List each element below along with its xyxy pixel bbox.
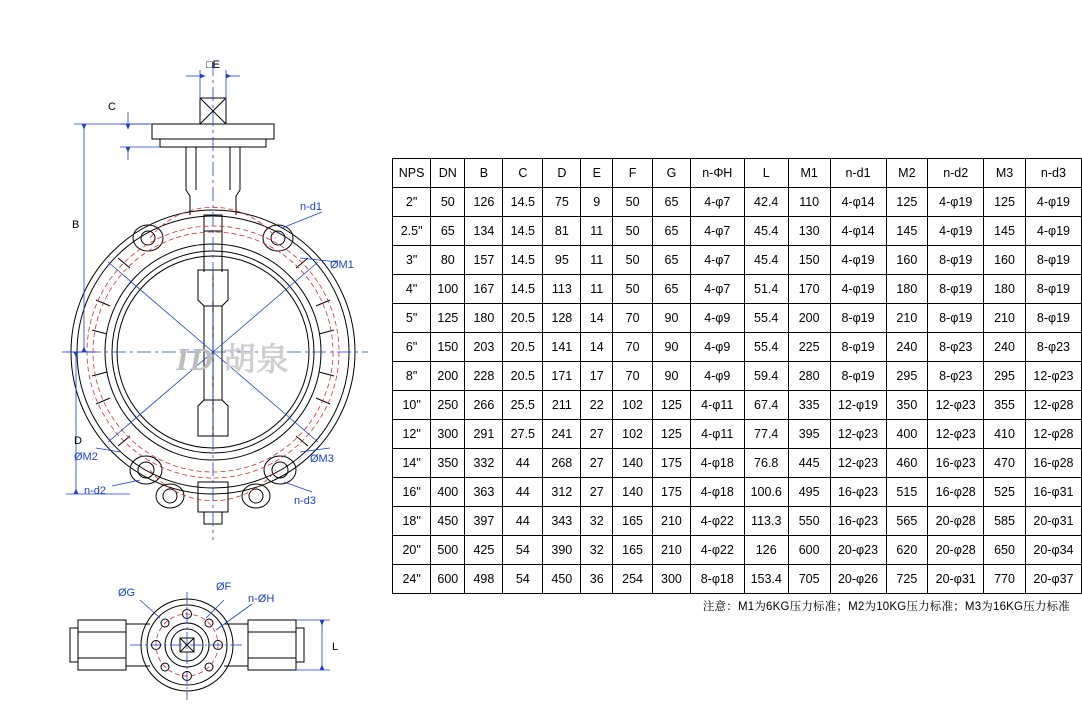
cell: 4-φ14 [830,188,886,217]
cell: 11 [581,217,613,246]
svg-text:ØM1: ØM1 [330,259,354,271]
cell: 90 [652,333,690,362]
col-header-dn: DN [431,159,465,188]
valve-drawing [0,0,390,727]
cell: 50 [613,246,653,275]
cell: 6" [393,333,431,362]
cell: 12-φ23 [830,449,886,478]
svg-text:ØG: ØG [118,587,136,599]
svg-text:ØM3: ØM3 [310,453,334,465]
cell: 11 [581,246,613,275]
cell: 211 [543,391,581,420]
table-row [393,304,1082,333]
cell: 620 [886,536,928,565]
cell: 295 [984,362,1026,391]
svg-text:n-d2: n-d2 [84,485,107,497]
cell: 90 [652,362,690,391]
cell: 134 [465,217,503,246]
watermark-text: 胡泉 [223,341,290,377]
cell: 175 [652,478,690,507]
cell: 240 [886,333,928,362]
cell: 470 [984,449,1026,478]
cell: 20.5 [503,362,543,391]
cell: 180 [984,275,1026,304]
cell: 45.4 [744,246,788,275]
cell: 140 [613,478,653,507]
cell: 16-φ23 [830,507,886,536]
cell: 4-φ19 [830,275,886,304]
cell: 95 [543,246,581,275]
cell: 14" [393,449,431,478]
cell: 355 [984,391,1026,420]
cell: 125 [652,391,690,420]
table-row [393,188,1082,217]
cell: 16" [393,478,431,507]
cell: 770 [984,565,1026,594]
col-header-m1: M1 [788,159,830,188]
cell: 32 [581,507,613,536]
cell: 18" [393,507,431,536]
cell: 425 [465,536,503,565]
cell: 65 [652,217,690,246]
cell: 50 [613,188,653,217]
cell: 17 [581,362,613,391]
cell: 300 [431,420,465,449]
cell: 525 [984,478,1026,507]
cell: 210 [984,304,1026,333]
cell: 50 [431,188,465,217]
svg-text:n-ØH: n-ØH [248,593,275,605]
cell: 27 [581,420,613,449]
table-row [393,246,1082,275]
cell: 22 [581,391,613,420]
cell: 160 [984,246,1026,275]
cell: 20-φ31 [928,565,984,594]
cell: 65 [652,275,690,304]
cell: 8-φ19 [1025,246,1081,275]
cell: 70 [613,304,653,333]
svg-text:C: C [108,101,116,113]
cell: 8-φ19 [1025,304,1081,333]
cell: 65 [431,217,465,246]
cell: 12-φ23 [830,420,886,449]
cell: 495 [788,478,830,507]
cell: 515 [886,478,928,507]
cell: 343 [543,507,581,536]
cell: 157 [465,246,503,275]
cell: 4-φ19 [1025,217,1081,246]
cell: 20.5 [503,304,543,333]
cell: 12-φ23 [1025,362,1081,391]
cell: 4-φ7 [690,246,744,275]
cell: 2" [393,188,431,217]
cell: 20-φ28 [928,507,984,536]
cell: 65 [652,246,690,275]
svg-text:□E: □E [206,59,220,71]
cell: 24" [393,565,431,594]
cell: 14.5 [503,275,543,304]
table-row [393,362,1082,391]
col-header-nps: NPS [393,159,431,188]
table-row [393,275,1082,304]
cell: 450 [431,507,465,536]
svg-text:ØM2: ØM2 [74,451,98,463]
col-header-n-d2: n-d2 [928,159,984,188]
cell: 55.4 [744,304,788,333]
dimension-table-wrapper [392,158,1082,594]
cell: 128 [543,304,581,333]
cell: 160 [886,246,928,275]
cell: 498 [465,565,503,594]
cell: 81 [543,217,581,246]
cell: 210 [652,507,690,536]
cell: 4-φ18 [690,449,744,478]
cell: 16-φ23 [928,449,984,478]
cell: 27 [581,449,613,478]
cell: 32 [581,536,613,565]
cell: 650 [984,536,1026,565]
cell: 12-φ23 [928,391,984,420]
table-row [393,478,1082,507]
cell: 500 [431,536,465,565]
cell: 16-φ23 [830,478,886,507]
cell: 20-φ31 [1025,507,1081,536]
cell: 4-φ19 [928,188,984,217]
col-header-m3: M3 [984,159,1026,188]
cell: 4-φ19 [1025,188,1081,217]
svg-text:n-d1: n-d1 [300,201,323,213]
pressure-standard-note: 注意：M1为6KG压力标准；M2为10KG压力标准；M3为16KG压力标准 [702,601,1070,613]
cell: 410 [984,420,1026,449]
cell: 141 [543,333,581,362]
cell: 44 [503,478,543,507]
cell: 8-φ18 [690,565,744,594]
cell: 400 [886,420,928,449]
cell: 165 [613,507,653,536]
cell: 8-φ19 [928,304,984,333]
cell: 300 [652,565,690,594]
cell: 125 [886,188,928,217]
cell: 44 [503,449,543,478]
cell: 175 [652,449,690,478]
cell: 14.5 [503,246,543,275]
cell: 203 [465,333,503,362]
col-header-n-h: n-ΦH [690,159,744,188]
cell: 14 [581,333,613,362]
cell: 550 [788,507,830,536]
cell: 8-φ19 [928,275,984,304]
cell: 268 [543,449,581,478]
cell: 16-φ31 [1025,478,1081,507]
cell: 170 [788,275,830,304]
cell: 4-φ18 [690,478,744,507]
cell: 241 [543,420,581,449]
cell: 8-φ23 [928,362,984,391]
cell: 125 [984,188,1026,217]
cell: 102 [613,391,653,420]
cell: 250 [431,391,465,420]
cell: 450 [543,565,581,594]
cell: 16-φ28 [1025,449,1081,478]
svg-text:ØF: ØF [216,581,232,593]
cell: 59.4 [744,362,788,391]
cell: 8-φ19 [830,333,886,362]
table-body [393,188,1082,594]
cell: 200 [431,362,465,391]
col-header-d: D [543,159,581,188]
cell: 130 [788,217,830,246]
cell: 460 [886,449,928,478]
cell: 445 [788,449,830,478]
cell: 400 [431,478,465,507]
cell: 125 [431,304,465,333]
col-header-c: C [503,159,543,188]
cell: 291 [465,420,503,449]
cell: 27 [581,478,613,507]
cell: 312 [543,478,581,507]
table-row [393,507,1082,536]
cell: 585 [984,507,1026,536]
cell: 14.5 [503,188,543,217]
cell: 20-φ26 [830,565,886,594]
table-header-row [393,159,1082,188]
cell: 210 [652,536,690,565]
cell: 705 [788,565,830,594]
cell: 4-φ14 [830,217,886,246]
cell: 4-φ11 [690,420,744,449]
cell: 350 [886,391,928,420]
cell: 44 [503,507,543,536]
cell: 100 [431,275,465,304]
svg-text:D: D [74,435,82,447]
cell: 167 [465,275,503,304]
cell: 50 [613,275,653,304]
cell: 225 [788,333,830,362]
col-header-f: F [613,159,653,188]
cell: 113.3 [744,507,788,536]
cell: 8-φ23 [1025,333,1081,362]
cell: 20-φ37 [1025,565,1081,594]
cell: 76.8 [744,449,788,478]
table-row [393,565,1082,594]
cell: 4-φ7 [690,188,744,217]
cell: 171 [543,362,581,391]
cell: 27.5 [503,420,543,449]
cell: 395 [788,420,830,449]
cell: 126 [465,188,503,217]
table-row [393,391,1082,420]
cell: 20.5 [503,333,543,362]
cell: 113 [543,275,581,304]
cell: 45.4 [744,217,788,246]
col-header-b: B [465,159,503,188]
cell: 4-φ9 [690,304,744,333]
cell: 565 [886,507,928,536]
cell: 295 [886,362,928,391]
cell: 140 [613,449,653,478]
cell: 600 [431,565,465,594]
cell: 125 [652,420,690,449]
cell: 70 [613,362,653,391]
cell: 12-φ23 [928,420,984,449]
svg-text:B: B [72,219,80,231]
cell: 4-φ22 [690,536,744,565]
cell: 20" [393,536,431,565]
cell: 75 [543,188,581,217]
col-header-g: G [652,159,690,188]
cell: 150 [431,333,465,362]
cell: 10" [393,391,431,420]
col-header-n-d1: n-d1 [830,159,886,188]
cell: 4-φ9 [690,362,744,391]
cell: 20-φ23 [830,536,886,565]
cell: 126 [744,536,788,565]
cell: 8-φ19 [928,246,984,275]
cell: 280 [788,362,830,391]
cell: 180 [465,304,503,333]
cell: 9 [581,188,613,217]
col-header-l: L [744,159,788,188]
cell: 51.4 [744,275,788,304]
cell: 12-φ19 [830,391,886,420]
cell: 145 [984,217,1026,246]
cell: 80 [431,246,465,275]
table-row [393,420,1082,449]
cell: 16-φ28 [928,478,984,507]
watermark-logo: ID [176,341,214,377]
cell: 50 [613,217,653,246]
cell: 67.4 [744,391,788,420]
cell: 600 [788,536,830,565]
cell: 390 [543,536,581,565]
cell: 350 [431,449,465,478]
cell: 397 [465,507,503,536]
cell: 153.4 [744,565,788,594]
cell: 36 [581,565,613,594]
cell: 55.4 [744,333,788,362]
cell: 2.5" [393,217,431,246]
cell: 12-φ28 [1025,420,1081,449]
cell: 200 [788,304,830,333]
cell: 165 [613,536,653,565]
cell: 4-φ11 [690,391,744,420]
cell: 4-φ19 [830,246,886,275]
table-row [393,449,1082,478]
svg-text:L: L [332,641,339,653]
cell: 210 [886,304,928,333]
cell: 12-φ28 [1025,391,1081,420]
cell: 4" [393,275,431,304]
cell: 3" [393,246,431,275]
table-row [393,536,1082,565]
dimension-table [392,158,1082,594]
cell: 332 [465,449,503,478]
cell: 110 [788,188,830,217]
cell: 725 [886,565,928,594]
table-row [393,333,1082,362]
cell: 4-φ19 [928,217,984,246]
cell: 102 [613,420,653,449]
cell: 12" [393,420,431,449]
cell: 25.5 [503,391,543,420]
cell: 180 [886,275,928,304]
cell: 4-φ22 [690,507,744,536]
cell: 14 [581,304,613,333]
cell: 90 [652,304,690,333]
cell: 4-φ7 [690,275,744,304]
cell: 150 [788,246,830,275]
col-header-e: E [581,159,613,188]
cell: 363 [465,478,503,507]
cell: 54 [503,536,543,565]
cell: 11 [581,275,613,304]
cell: 20-φ34 [1025,536,1081,565]
cell: 254 [613,565,653,594]
table-row [393,217,1082,246]
cell: 5" [393,304,431,333]
col-header-n-d3: n-d3 [1025,159,1081,188]
cell: 100.6 [744,478,788,507]
cell: 240 [984,333,1026,362]
cell: 4-φ9 [690,333,744,362]
cell: 335 [788,391,830,420]
cell: 20-φ28 [928,536,984,565]
cell: 8-φ23 [928,333,984,362]
cell: 42.4 [744,188,788,217]
cell: 14.5 [503,217,543,246]
cell: 54 [503,565,543,594]
cell: 228 [465,362,503,391]
cell: 8-φ19 [1025,275,1081,304]
cell: 70 [613,333,653,362]
col-header-m2: M2 [886,159,928,188]
cell: 65 [652,188,690,217]
svg-text:n-d3: n-d3 [294,495,317,507]
cell: 8-φ19 [830,304,886,333]
cell: 4-φ7 [690,217,744,246]
cell: 145 [886,217,928,246]
cell: 266 [465,391,503,420]
cell: 8-φ19 [830,362,886,391]
cell: 8" [393,362,431,391]
cell: 77.4 [744,420,788,449]
